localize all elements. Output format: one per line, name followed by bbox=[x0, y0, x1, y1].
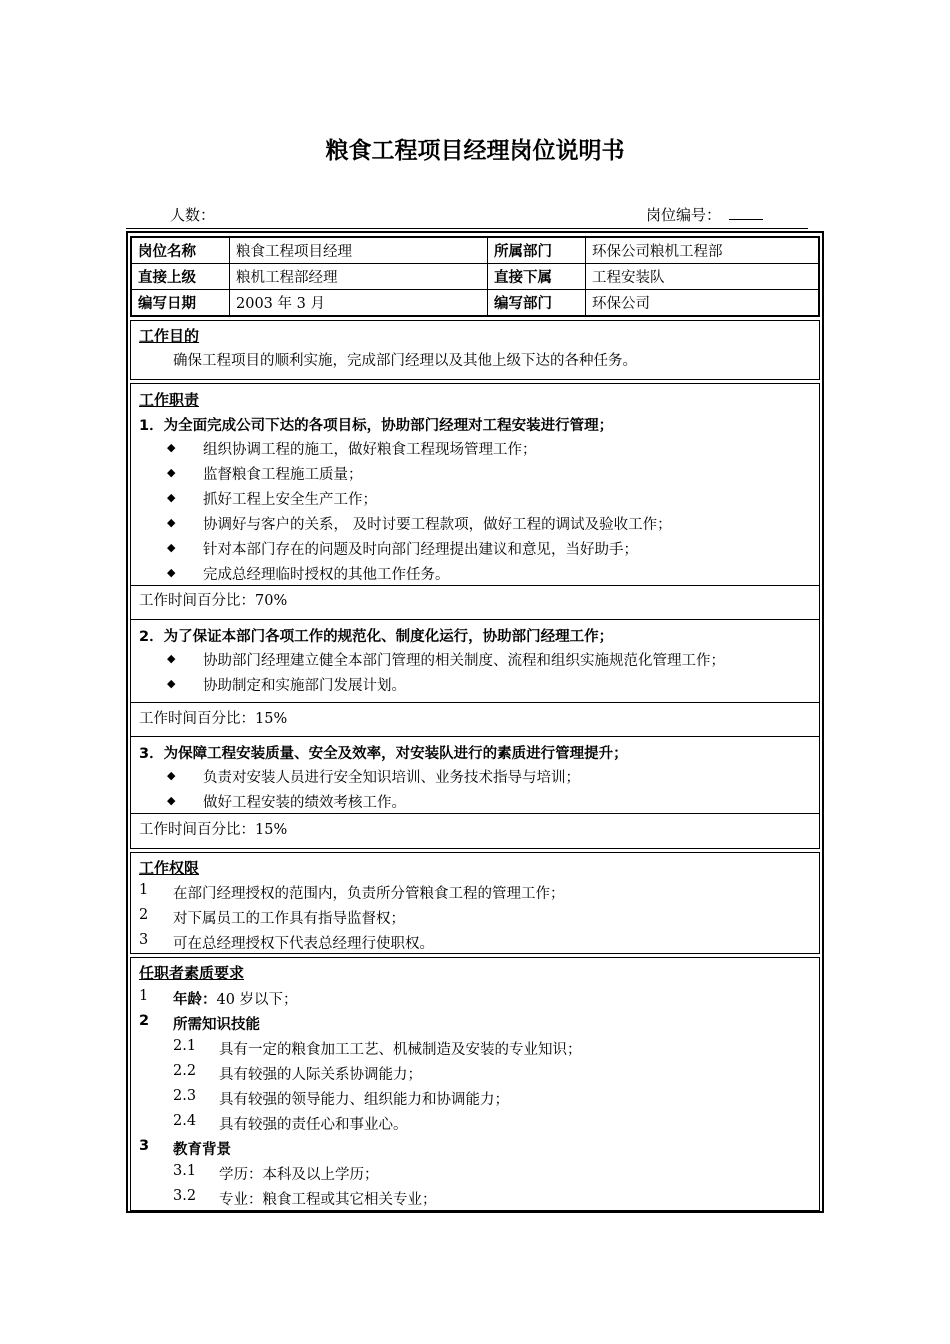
education-item-text: 学历：本科及以上学历； bbox=[219, 1167, 379, 1183]
divider bbox=[131, 619, 819, 620]
diamond-bullet-icon: ◆ bbox=[167, 794, 176, 807]
duty-3-heading: 3．为保障工程安装质量、安全及效率，对安装队进行的素质进行管理提升； bbox=[139, 746, 628, 762]
qualifications-title: 任职者素质要求 bbox=[139, 964, 245, 982]
date-label: 编写日期 bbox=[132, 290, 230, 316]
authority-item-text: 可在总经理授权下代表总经理行使职权。 bbox=[173, 936, 434, 952]
authority-title: 工作权限 bbox=[139, 859, 200, 877]
duties-title: 工作职责 bbox=[139, 391, 200, 409]
divider bbox=[131, 702, 819, 703]
skill-text: 具有较强的责任心和事业心。 bbox=[219, 1117, 408, 1133]
diamond-bullet-icon: ◆ bbox=[167, 516, 176, 529]
duty-3-time: 工作时间百分比：15% bbox=[139, 822, 288, 838]
skill-number: 2.3 bbox=[173, 1088, 197, 1104]
education-item-text: 专业：粮食工程或其它相关专业； bbox=[219, 1192, 437, 1208]
dept-label: 所属部门 bbox=[488, 238, 586, 264]
divider bbox=[131, 736, 819, 737]
subordinate-label: 直接下属 bbox=[488, 264, 586, 290]
duty-2-heading: 2．为了保证本部门各项工作的规范化、制度化运行，协助部门经理工作； bbox=[139, 629, 614, 645]
education-number: 3 bbox=[139, 1138, 150, 1154]
diamond-bullet-icon: ◆ bbox=[167, 491, 176, 504]
list-item: 协助部门经理建立健全本部门管理的相关制度、流程和组织实施规范化管理工作； bbox=[203, 653, 725, 669]
authority-item-number: 2 bbox=[139, 907, 149, 923]
list-item: 完成总经理临时授权的其他工作任务。 bbox=[203, 567, 450, 583]
list-item: 负责对安装人员进行安全知识培训、业务技术指导与培训； bbox=[203, 770, 580, 786]
position-number-label: 岗位编号： bbox=[646, 206, 722, 224]
skill-text: 具有较强的领导能力、组织能力和协调能力； bbox=[219, 1092, 509, 1108]
position-name-label: 岗位名称 bbox=[132, 238, 230, 264]
headcount-label: 人数： bbox=[170, 206, 216, 224]
authority-item-text: 对下属员工的工作具有指导监督权； bbox=[173, 911, 405, 927]
qualifications-section bbox=[130, 957, 820, 1211]
diamond-bullet-icon: ◆ bbox=[167, 441, 176, 454]
author-dept-label: 编写部门 bbox=[488, 290, 586, 316]
divider bbox=[131, 585, 819, 586]
page-title: 粮食工程项目经理岗位说明书 bbox=[325, 138, 625, 164]
duty-2-time: 工作时间百分比：15% bbox=[139, 711, 288, 727]
diamond-bullet-icon: ◆ bbox=[167, 677, 176, 690]
purpose-title: 工作目的 bbox=[139, 327, 200, 345]
list-item: 抓好工程上安全生产工作； bbox=[203, 492, 377, 508]
header-rule bbox=[126, 228, 808, 229]
diamond-bullet-icon: ◆ bbox=[167, 769, 176, 782]
subordinate-value: 工程安装队 bbox=[586, 264, 819, 290]
skill-number: 2.1 bbox=[173, 1038, 197, 1054]
list-item: 做好工程安装的绩效考核工作。 bbox=[203, 795, 406, 811]
list-item: 监督粮食工程施工质量； bbox=[203, 467, 363, 483]
education-item-number: 3.1 bbox=[173, 1163, 197, 1179]
age-requirement bbox=[173, 988, 298, 1009]
duty-1-heading: 1．为全面完成公司下达的各项目标，协助部门经理对工程安装进行管理； bbox=[139, 418, 614, 434]
age-label: 年龄： bbox=[173, 992, 217, 1008]
education-item-number: 3.2 bbox=[173, 1188, 197, 1204]
purpose-text: 确保工程项目的顺利实施，完成部门经理以及其他上级下达的各种任务。 bbox=[173, 353, 637, 369]
authority-item-number: 3 bbox=[139, 932, 149, 948]
table-row bbox=[132, 290, 819, 316]
skill-text: 具有较强的人际关系协调能力； bbox=[219, 1067, 422, 1083]
superior-value: 粮机工程部经理 bbox=[230, 264, 488, 290]
document-frame bbox=[126, 231, 824, 1213]
superior-label: 直接上级 bbox=[132, 264, 230, 290]
skill-number: 2.2 bbox=[173, 1063, 197, 1079]
age-value: 40 岁以下； bbox=[216, 992, 298, 1008]
list-item: 协调好与客户的关系， 及时讨要工程款项，做好工程的调试及验收工作； bbox=[203, 517, 672, 533]
position-number-blank bbox=[729, 205, 763, 220]
skill-text: 具有一定的粮食加工工艺、机械制造及安装的专业知识； bbox=[219, 1042, 582, 1058]
skills-label: 所需知识技能 bbox=[173, 1017, 260, 1033]
diamond-bullet-icon: ◆ bbox=[167, 652, 176, 665]
date-value: 2003 年 3 月 bbox=[230, 290, 488, 316]
diamond-bullet-icon: ◆ bbox=[167, 566, 176, 579]
duty-1-time: 工作时间百分比：70% bbox=[139, 593, 288, 609]
purpose-section bbox=[130, 320, 820, 380]
info-table bbox=[131, 237, 819, 316]
duties-section bbox=[130, 383, 820, 849]
authority-item-text: 在部门经理授权的范围内，负责所分管粮食工程的管理工作； bbox=[173, 886, 565, 902]
divider bbox=[131, 813, 819, 814]
diamond-bullet-icon: ◆ bbox=[167, 541, 176, 554]
position-name-value: 粮食工程项目经理 bbox=[230, 238, 488, 264]
dept-value: 环保公司粮机工程部 bbox=[586, 238, 819, 264]
skills-number: 2 bbox=[139, 1013, 150, 1029]
table-row bbox=[132, 238, 819, 264]
list-item: 协助制定和实施部门发展计划。 bbox=[203, 678, 406, 694]
author-dept-value: 环保公司 bbox=[586, 290, 819, 316]
position-number bbox=[646, 204, 763, 225]
authority-item-number: 1 bbox=[139, 882, 149, 898]
diamond-bullet-icon: ◆ bbox=[167, 466, 176, 479]
table-row bbox=[132, 264, 819, 290]
list-item: 组织协调工程的施工，做好粮食工程现场管理工作； bbox=[203, 442, 537, 458]
authority-section bbox=[130, 852, 820, 954]
age-number: 1 bbox=[139, 988, 149, 1004]
education-label: 教育背景 bbox=[173, 1142, 231, 1158]
skill-number: 2.4 bbox=[173, 1113, 197, 1129]
info-section bbox=[130, 236, 820, 317]
list-item: 针对本部门存在的问题及时向部门经理提出建议和意见，当好助手； bbox=[203, 542, 638, 558]
